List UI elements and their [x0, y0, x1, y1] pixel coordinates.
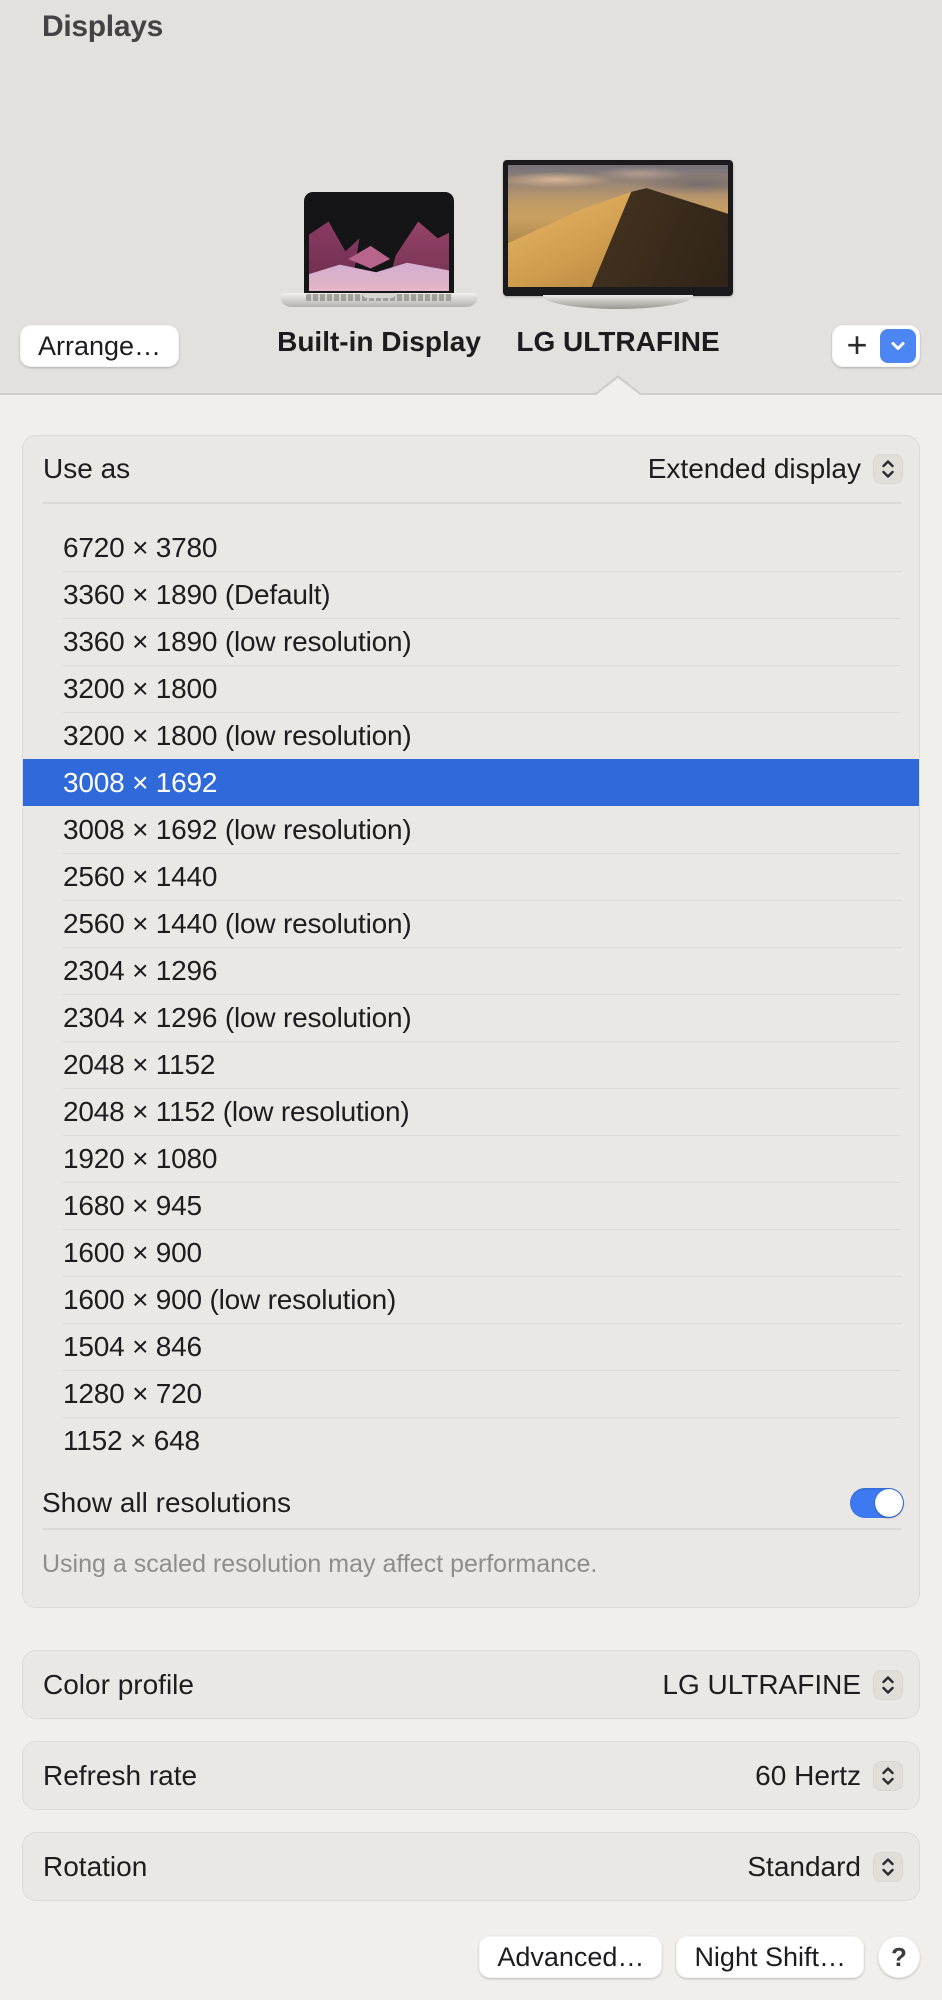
toggle-knob: [875, 1489, 903, 1517]
refresh-rate-value: 60 Hertz: [755, 1759, 861, 1791]
color-profile-value: LG ULTRAFINE: [662, 1668, 861, 1700]
refresh-rate-popup[interactable]: [755, 1760, 903, 1792]
divider: [43, 502, 901, 504]
resolution-option[interactable]: 1680 × 945: [23, 1182, 919, 1229]
add-icon[interactable]: +: [846, 324, 868, 365]
macbook-keyboard: [306, 294, 452, 301]
resolution-option[interactable]: 1504 × 846: [23, 1323, 919, 1370]
use-as-label: Use as: [43, 453, 131, 484]
display-thumbnail-lg-ultrafine[interactable]: [503, 160, 733, 309]
display-label-built-in: Built-in Display: [277, 326, 481, 357]
color-profile-row: [22, 1650, 920, 1719]
stepper-icon: [873, 1852, 903, 1882]
night-shift-button[interactable]: Night Shift…: [676, 1936, 864, 1978]
resolution-option[interactable]: 2560 × 1440 (low resolution): [23, 900, 919, 947]
rotation-label: Rotation: [43, 1850, 148, 1882]
show-all-resolutions-row: [23, 1478, 919, 1528]
use-as-value: Extended display: [647, 453, 861, 484]
resolution-option[interactable]: 3200 × 1800: [23, 665, 919, 712]
monitor-wallpaper: [508, 165, 728, 287]
display-thumbnail-built-in[interactable]: [280, 192, 478, 307]
monitor-stand: [543, 295, 693, 309]
rotation-popup[interactable]: [747, 1851, 903, 1883]
popover-caret: [596, 378, 640, 395]
add-display-dropdown[interactable]: [880, 329, 916, 363]
use-as-row: [23, 436, 919, 502]
resolution-option[interactable]: 1920 × 1080: [23, 1135, 919, 1182]
refresh-rate-row: [22, 1741, 920, 1810]
display-settings-panel: [22, 435, 920, 1608]
show-all-resolutions-toggle[interactable]: [850, 1488, 904, 1518]
rotation-row: [22, 1832, 920, 1901]
resolution-option[interactable]: 2304 × 1296: [23, 947, 919, 994]
display-label-lg-ultrafine: LG ULTRAFINE: [516, 326, 720, 357]
stepper-icon: [873, 454, 903, 484]
resolution-option[interactable]: 1600 × 900 (low resolution): [23, 1276, 919, 1323]
resolution-option[interactable]: 3360 × 1890 (low resolution): [23, 618, 919, 665]
color-profile-label: Color profile: [43, 1668, 194, 1700]
resolution-option[interactable]: 1280 × 720: [23, 1370, 919, 1417]
use-as-popup[interactable]: [648, 453, 903, 485]
footer-buttons: [479, 1936, 920, 1978]
resolution-option[interactable]: 1152 × 648: [63, 1425, 200, 1456]
resolution-option[interactable]: 2560 × 1440: [23, 853, 919, 900]
resolution-option[interactable]: 3200 × 1800 (low resolution): [63, 720, 412, 751]
resolution-list: [23, 524, 919, 1464]
stepper-icon: [873, 1761, 903, 1791]
settings-content: [0, 397, 942, 1901]
resolution-option[interactable]: 6720 × 3780: [23, 524, 919, 571]
page-title: Displays: [42, 10, 163, 43]
rotation-value: Standard: [747, 1850, 861, 1882]
advanced-button[interactable]: Advanced…: [479, 1936, 662, 1978]
help-button[interactable]: ?: [878, 1936, 920, 1978]
macbook-base: [280, 293, 478, 307]
resolution-option[interactable]: 3008 × 1692 (low resolution): [23, 806, 919, 853]
show-all-resolutions-label: Show all resolutions: [42, 1487, 292, 1518]
resolution-option[interactable]: 2048 × 1152: [23, 1041, 919, 1088]
resolution-option[interactable]: 2304 × 1296 (low resolution): [23, 994, 919, 1041]
resolution-option[interactable]: 3360 × 1890 (Default): [23, 571, 919, 618]
arrange-button[interactable]: Arrange…: [20, 325, 179, 367]
resolution-option[interactable]: 2048 × 1152 (low resolution): [23, 1088, 919, 1135]
resolution-option-selected[interactable]: 3008 × 1692: [23, 759, 919, 806]
display-picker-strip: [0, 0, 942, 395]
stepper-icon: [873, 1670, 903, 1700]
performance-footnote: Using a scaled resolution may affect performance.: [42, 1550, 598, 1578]
color-profile-popup[interactable]: [662, 1669, 903, 1701]
macbook-screen-bezel: [304, 192, 454, 293]
macbook-wallpaper: [309, 197, 449, 291]
resolution-option[interactable]: 1600 × 900: [23, 1229, 919, 1276]
add-display-button[interactable]: [832, 325, 920, 367]
chevron-down-icon: [888, 336, 908, 356]
monitor-screen-bezel: [503, 160, 733, 296]
refresh-rate-label: Refresh rate: [43, 1759, 198, 1791]
